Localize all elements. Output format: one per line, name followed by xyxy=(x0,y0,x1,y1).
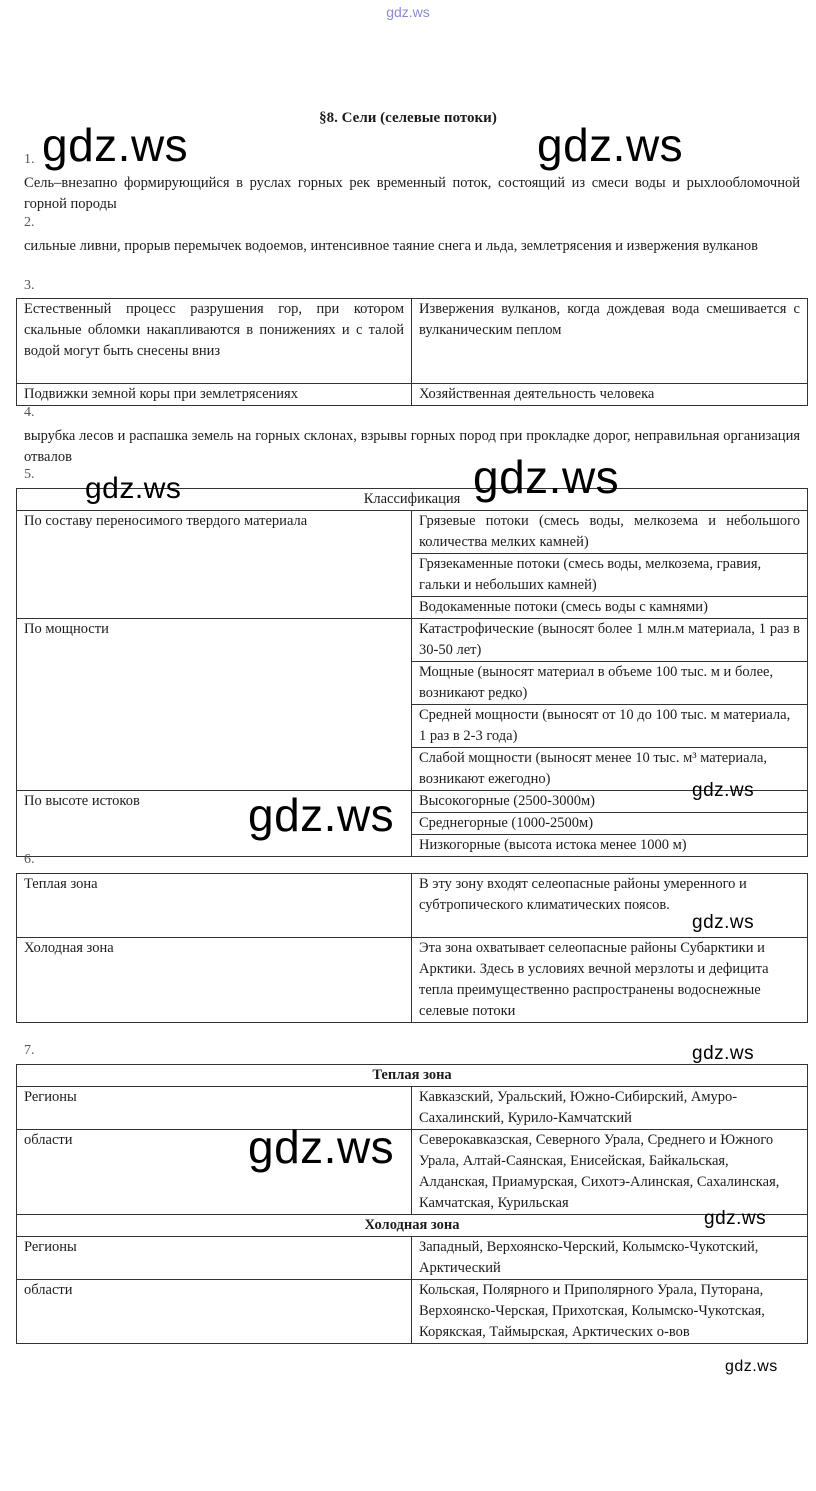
table-cell: Кольская, Полярного и Приполярного Урала, Путорана, Верхоянско-Черская, Прихотская, Колымско-Чукотская, Корякская, Таймырская, Арктических о-вов xyxy=(412,1280,808,1344)
table-header: Классификация xyxy=(17,489,808,511)
table-cell: Катастрофические (выносят более 1 млн.м материала, 1 раз в 30-50 лет) xyxy=(412,619,808,662)
table-cell: Северокавказская, Северного Урала, Среднего и Южного Урала, Алтай-Саянская, Енисейская, Байкальская, Алданская, Приамурская, Сихотэ-Алинская, Сахалинская, Камчатская, Курильская xyxy=(412,1130,808,1215)
table-cell: Регионы xyxy=(17,1237,412,1280)
answer-3-table xyxy=(16,298,808,406)
watermark: gdz.ws xyxy=(85,472,182,505)
classification-table xyxy=(16,488,808,857)
answer-6-table xyxy=(16,873,808,1023)
table-row xyxy=(17,938,808,1023)
answer-2-text: сильные ливни, прорыв перемычек водоемов, интенсивное таяние снега и льда, землетрясения и извержения вулканов xyxy=(24,238,758,254)
table-cell: Холодная зона xyxy=(17,938,412,1023)
table-cell: области xyxy=(17,1130,412,1215)
zones-table xyxy=(16,1064,808,1344)
answer-1-text: Сель–внезапно формирующийся в руслах горных рек временный поток, состоящий из смеси воды и рыхлообломочной горной породы xyxy=(24,175,800,212)
table-row xyxy=(17,1130,808,1215)
table-cell: Кавказский, Уральский, Южно-Сибирский, Амуро-Сахалинский, Курило-Камчатский xyxy=(412,1087,808,1130)
table-cell: Слабой мощности (выносят менее 10 тыс. м³ материала, возникают ежегодно) xyxy=(412,748,808,791)
question-number-6: 6. xyxy=(24,852,35,867)
answer-4-text: вырубка лесов и распашка земель на горных склонах, взрывы горных пород при прокладке дорог, неправильная организация отвалов xyxy=(24,428,800,465)
table-row xyxy=(17,384,808,406)
table-cell: Мощные (выносят материал в объеме 100 тыс. м и более, возникают редко) xyxy=(412,662,808,705)
page-title: §8. Сели (селевые потоки) xyxy=(319,110,497,126)
table-row xyxy=(17,299,808,384)
table-cell: Высокогорные (2500-3000м) xyxy=(412,791,808,813)
watermark: gdz.ws xyxy=(248,1121,395,1173)
site-logo[interactable]: gdz.ws xyxy=(386,4,430,20)
table-cell: Хозяйственная деятельность человека xyxy=(412,384,808,406)
table-cell: Среднегорные (1000-2500м) xyxy=(412,813,808,835)
table-row xyxy=(17,511,808,554)
table-cell: В эту зону входят селеопасные районы умеренного и субтропического климатических поясов. xyxy=(412,874,808,938)
table-row xyxy=(17,1237,808,1280)
table-row xyxy=(17,1215,808,1237)
table-row xyxy=(17,874,808,938)
table-cell: По высоте истоков xyxy=(17,791,412,857)
question-number-3: 3. xyxy=(24,278,35,293)
table-cell: Грязевые потоки (смесь воды, мелкозема и небольшого количества мелких камней) xyxy=(412,511,808,554)
watermark: gdz.ws xyxy=(248,789,395,841)
table-header: Холодная зона xyxy=(17,1215,808,1237)
table-row xyxy=(17,1280,808,1344)
question-number-1: 1. xyxy=(24,152,35,167)
table-cell: Водокаменные потоки (смесь воды с камнями) xyxy=(412,597,808,619)
question-number-7: 7. xyxy=(24,1043,35,1058)
watermark: gdz.ws xyxy=(725,1358,778,1375)
table-row xyxy=(17,791,808,813)
table-cell: Регионы xyxy=(17,1087,412,1130)
watermark: gdz.ws xyxy=(42,119,189,171)
table-cell: Эта зона охватывает селеопасные районы Субарктики и Арктики. Здесь в условиях вечной мерзлоты и дефицита тепла преимущественно распространены водоснежные селевые потоки xyxy=(412,938,808,1023)
table-cell: области xyxy=(17,1280,412,1344)
table-cell: Естественный процесс разрушения гор, при котором скальные обломки накапливаются в понижениях и с талой водой могут быть снесены вниз xyxy=(17,299,412,384)
watermark: gdz.ws xyxy=(537,119,684,171)
table-cell: По составу переносимого твердого материала xyxy=(17,511,412,619)
table-row xyxy=(17,1065,808,1087)
table-cell: Средней мощности (выносят от 10 до 100 тыс. м материала, 1 раз в 2-3 года) xyxy=(412,705,808,748)
watermark: gdz.ws xyxy=(704,1208,767,1229)
table-cell: Западный, Верхоянско-Черский, Колымско-Чукотский, Арктический xyxy=(412,1237,808,1280)
table-cell: Теплая зона xyxy=(17,874,412,938)
question-number-2: 2. xyxy=(24,215,35,230)
table-cell: Грязекаменные потоки (смесь воды, мелкозема, гравия, гальки и небольших камней) xyxy=(412,554,808,597)
question-number-4: 4. xyxy=(24,405,35,420)
watermark: gdz.ws xyxy=(692,780,755,801)
watermark: gdz.ws xyxy=(692,912,755,933)
table-row xyxy=(17,1087,808,1130)
table-cell: По мощности xyxy=(17,619,412,791)
table-cell: Извержения вулканов, когда дождевая вода смешивается с вулканическим пеплом xyxy=(412,299,808,384)
table-header: Теплая зона xyxy=(17,1065,808,1087)
table-cell: Подвижки земной коры при землетрясениях xyxy=(17,384,412,406)
question-number-5: 5. xyxy=(24,467,35,482)
watermark: gdz.ws xyxy=(473,451,620,503)
table-row xyxy=(17,619,808,662)
table-cell: Низкогорные (высота истока менее 1000 м) xyxy=(412,835,808,857)
watermark: gdz.ws xyxy=(692,1043,755,1064)
